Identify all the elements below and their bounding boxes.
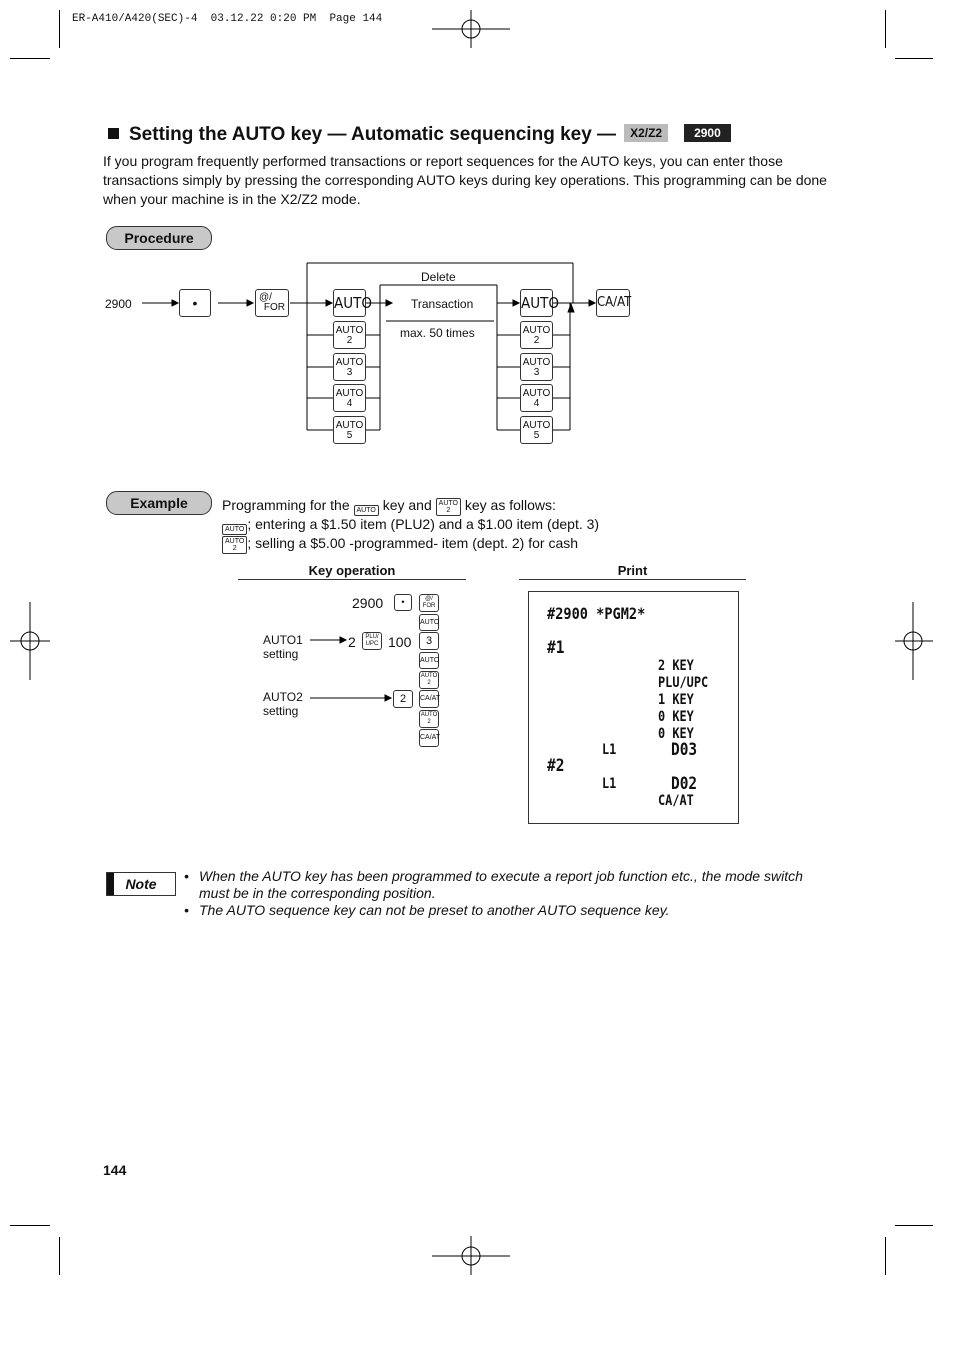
key-bottom: 3 [533, 367, 540, 378]
dot-key: • [179, 289, 211, 317]
note-item: • When the AUTO key has been programmed to execute a report job function etc., the mode switch must be in the corresponding position. [184, 868, 834, 902]
receipt-line: 0 KEY [658, 726, 694, 742]
receipt-line: L1 [602, 776, 617, 792]
receipt-line: PLU/UPC [658, 675, 709, 691]
receipt-line: #1 [547, 638, 565, 658]
auto-key-small: AUTO [419, 652, 439, 669]
max-times-label: max. 50 times [400, 326, 475, 340]
dept2-key: 2 [393, 690, 413, 708]
note-label: Note [106, 872, 176, 896]
dept3-key: 3 [419, 632, 439, 650]
key-top: AUTO [522, 388, 551, 399]
transaction-label: Transaction [411, 297, 474, 311]
ex-text-part: Programming for the [222, 497, 350, 513]
auto2-sub: setting [263, 704, 299, 718]
key-bottom: 4 [533, 398, 540, 409]
key-top: AUTO [522, 357, 551, 368]
ex-text-part: ; entering a $1.50 item (PLU2) and a $1.00 item (dept. 3) [247, 516, 600, 532]
key-bottom: 5 [533, 430, 540, 441]
auto-key-inline: AUTO [354, 505, 379, 516]
key-top: @/ [425, 596, 433, 602]
receipt-print [528, 591, 739, 824]
page-number: 144 [103, 1162, 127, 1178]
title-text: Setting the AUTO key — Automatic sequencing key — [129, 124, 617, 145]
auto1-sub: setting [263, 647, 299, 661]
receipt-line: D03 [671, 740, 698, 760]
key-bottom: FOR [422, 603, 436, 609]
op-value-2: 2 [348, 634, 356, 650]
plu-key-small [362, 632, 382, 650]
auto-key-inline: AUTO [222, 524, 247, 535]
key-bottom: 2 [427, 719, 431, 725]
for-key-bottom: FOR [263, 302, 285, 313]
key-top: AUTO [420, 673, 438, 679]
key-top: AUTO [438, 500, 458, 507]
mode-badge: X2/Z2 [624, 124, 668, 142]
caat-key-small: CA/AT [419, 729, 439, 747]
key-bottom: 2 [446, 507, 451, 514]
for-key-top: @/ [259, 292, 272, 303]
example-label: Example [106, 491, 212, 515]
key-top: AUTO [522, 420, 551, 431]
key-operation-header: Key operation [238, 563, 466, 580]
key-top: AUTO [225, 538, 245, 545]
key-top: AUTO [420, 712, 438, 718]
caat-key-small: CA/AT [419, 690, 439, 708]
auto1-label: AUTO1 [263, 633, 303, 647]
auto-key: AUTO [333, 289, 366, 317]
caat-key: CA/AT [596, 289, 630, 317]
key-top: AUTO [335, 388, 364, 399]
op-value-100: 100 [388, 634, 412, 650]
auto-key-end: AUTO [520, 289, 553, 317]
receipt-line: #2900 *PGM2* [547, 604, 646, 623]
receipt-line: L1 [602, 742, 617, 758]
auto2-key-small [419, 671, 439, 689]
ex-text-part: ; selling a $5.00 -programmed- item (dept. 2) for cash [247, 535, 579, 551]
key-bottom: 2 [427, 680, 431, 686]
receipt-line: 1 KEY [658, 692, 694, 708]
key-bottom: 2 [533, 335, 540, 346]
job-code-badge: 2900 [684, 124, 731, 142]
key-top: PLU/ [365, 634, 379, 640]
key-bottom: 2 [346, 335, 353, 346]
procedure-start-value: 2900 [105, 297, 132, 311]
key-top: AUTO [335, 420, 364, 431]
auto-key-small: AUTO [419, 614, 439, 631]
receipt-line: 2 KEY [658, 658, 694, 674]
delete-label: Delete [421, 270, 456, 284]
note-item: • The AUTO sequence key can not be preset to another AUTO sequence key. [184, 902, 834, 919]
receipt-line: #2 [547, 756, 565, 776]
op-start-value: 2900 [352, 595, 384, 611]
key-top: AUTO [335, 357, 364, 368]
key-bottom: 4 [346, 398, 353, 409]
print-header-line: ER-A410/A420(SEC)-4 03.12.22 0:20 PM Page 144 [72, 13, 383, 25]
ex-text-part: key as follows: [464, 497, 556, 513]
receipt-line: D02 [671, 774, 698, 794]
key-bottom: 5 [346, 430, 353, 441]
procedure-label: Procedure [106, 226, 212, 250]
auto2-key-small [419, 710, 439, 728]
key-bottom: UPC [365, 641, 379, 647]
receipt-line: CA/AT [658, 793, 694, 809]
receipt-line: 0 KEY [658, 709, 694, 725]
key-top: AUTO [335, 325, 364, 336]
dot-key-small: • [394, 594, 412, 611]
ex-text-part: key and [382, 497, 432, 513]
intro-paragraph: If you program frequently performed transactions or report sequences for the AUTO keys, you can enter those transactions simply by pressing the corresponding AUTO keys during key operations. This programming can be done when your machine is in the X2/Z2 mode. [103, 153, 827, 207]
auto2-label: AUTO2 [263, 690, 303, 704]
note-list [184, 868, 834, 919]
key-bottom: 3 [346, 367, 353, 378]
print-header: Print [519, 563, 746, 580]
key-top: AUTO [522, 325, 551, 336]
key-bottom: 2 [232, 545, 237, 552]
